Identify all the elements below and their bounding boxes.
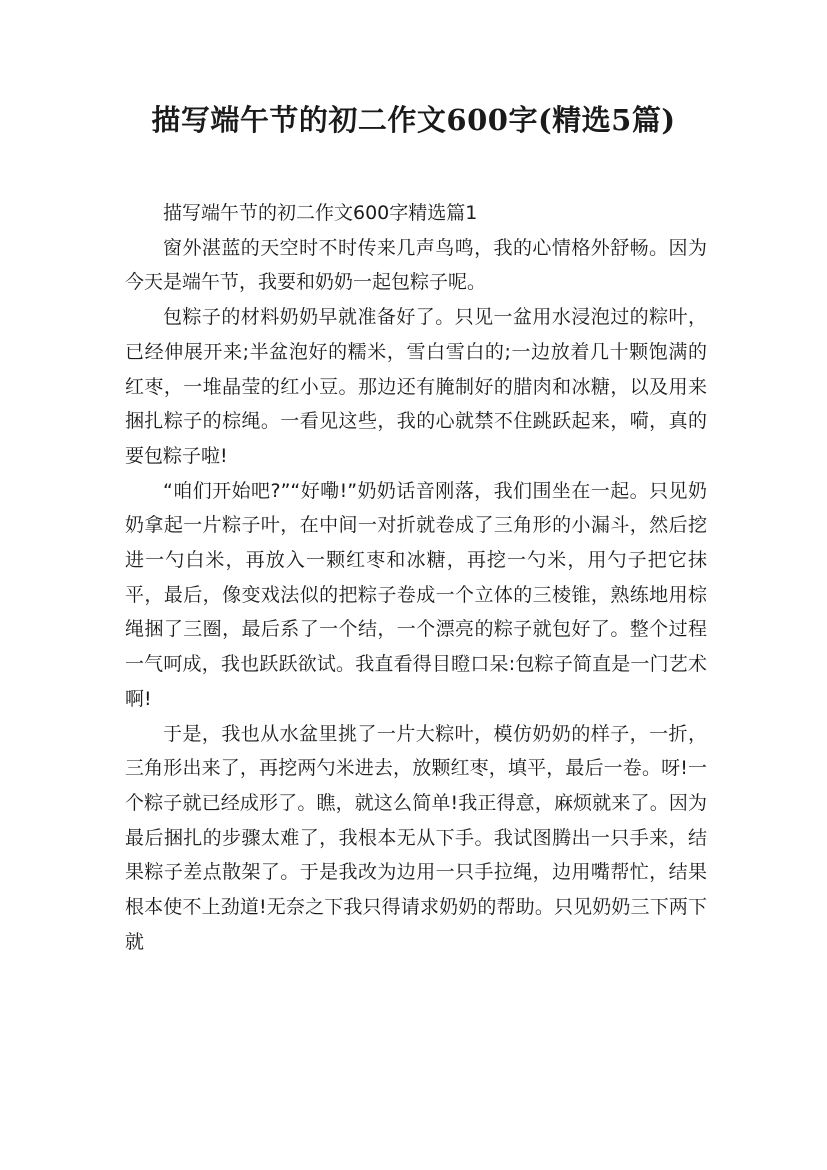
document-body xyxy=(125,196,707,959)
paragraph-4: 于是，我也从水盆里挑了一片大粽叶，模仿奶奶的样子，一折，三角形出来了，再挖两勺米进去，放颗红枣，填平，最后一卷。呀!一个粽子就已经成形了。瞧，就这么简单!我正得意，麻烦就来了。因为最后捆扎的步骤太难了，我根本无从下手。我试图腾出一只手来，结果粽子差点散架了。于是我改为边用一只手拉绳，边用嘴帮忙，结果根本使不上劲道!无奈之下我只得请求奶奶的帮助。只见奶奶三下两下就 xyxy=(125,722,707,953)
document-title: 描写端午节的初二作文600字(精选5篇) xyxy=(151,103,676,137)
paragraph-1: 窗外湛蓝的天空时不时传来几声鸟鸣，我的心情格外舒畅。因为今天是端午节，我要和奶奶一起包粽子呢。 xyxy=(125,236,707,294)
section-heading: 描写端午节的初二作文600字精选篇1 xyxy=(163,202,478,224)
paragraph-3: “咱们开始吧?”“好嘞!”奶奶话音刚落，我们围坐在一起。只见奶奶拿起一片粽子叶，在中间一对折就卷成了三角形的小漏斗，然后挖进一勺白米，再放入一颗红枣和冰糖，再挖一勺米，用勺子把它抹平，最后，像变戏法似的把粽子卷成一个立体的三棱锥，熟练地用棕绳捆了三圈，最后系了一个结，一个漂亮的粽子就包好了。整个过程一气呵成，我也跃跃欲试。我直看得目瞪口呆:包粽子简直是一门艺术啊! xyxy=(125,479,707,710)
paragraph-2: 包粽子的材料奶奶早就准备好了。只见一盆用水浸泡过的粽叶，已经伸展开来;半盆泡好的糯米，雪白雪白的;一边放着几十颗饱满的红枣，一堆晶莹的红小豆。那边还有腌制好的腊肉和冰糖，以及用来捆扎粽子的棕绳。一看见这些，我的心就禁不住跳跃起来，嗬，真的要包粽子啦! xyxy=(125,306,707,467)
